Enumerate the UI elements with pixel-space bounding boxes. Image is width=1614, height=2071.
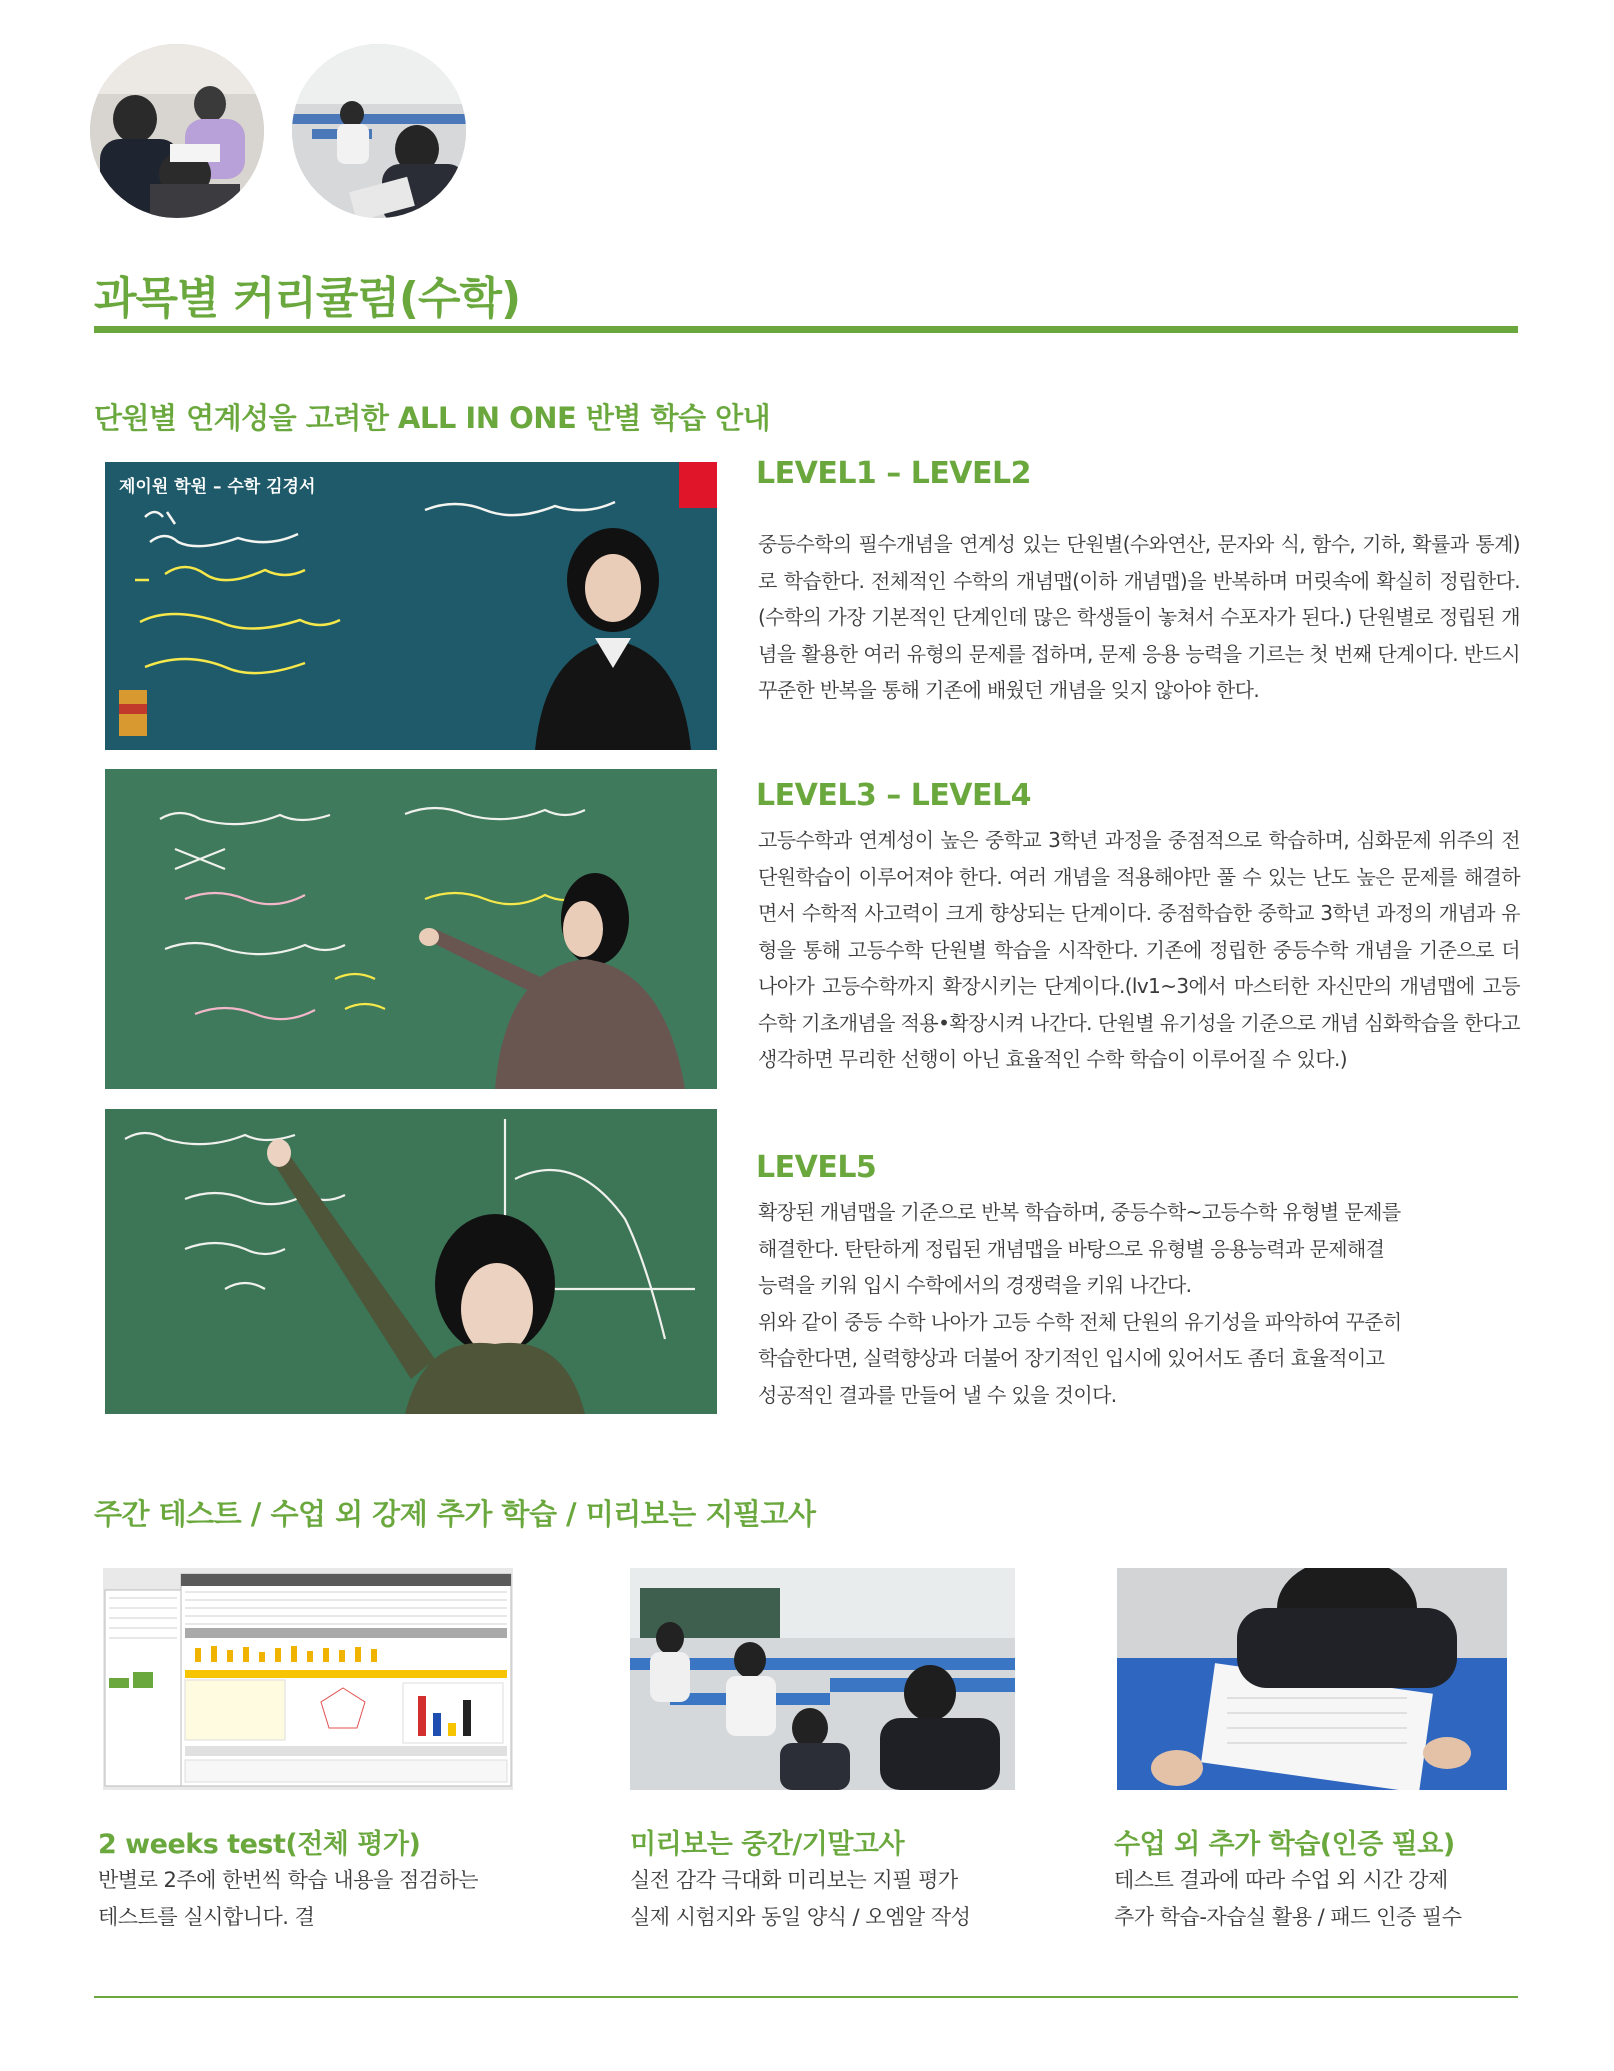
classroom-photo-icon [90, 44, 264, 218]
classroom-photo-icon [630, 1568, 1015, 1790]
lecture-video-icon [105, 462, 717, 750]
level-text-2: 고등수학과 연계성이 높은 중학교 3학년 과정을 중점적으로 학습하며, 심화문제 위주의 전 단원학습이 이루어져야 한다. 여러 개념을 적용해야만 풀 수 있는 난도 높은 문제를 해결하면서 수학적 사고력이 크게 향상되는 단계이다. 중점학습한 중학교 3학년 과정의 개념과 유형을 통해 고등수학 단원별 학습을 시작한다. 기존에 정립한 중등수학 개념을 기준으로 더 나아가 고등수학까지 확장시키는 단계이다.(lv1~3에서 마스터한 자신만의 개념맵에 고등수학 기초개념을 적용•확장시켜 나간다. 단원별 유기성을 기준으로 개념 심화학습을 한다고 생각하면 무리한 선행이 아닌 효율적인 수학 학습이 이루어질 수 있다.) [758, 828, 1520, 1071]
title-rule [94, 326, 1518, 333]
card-desc-line: 추가 학습-자습실 활용 / 패드 인증 필수 [1114, 1905, 1462, 1929]
bottom-rule [94, 1996, 1518, 1998]
classroom-photo-icon [1117, 1568, 1507, 1790]
card-desc-mock-exam [630, 1862, 1070, 1936]
section-heading-tests: 주간 테스트 / 수업 외 강제 추가 학습 / 미리보는 지필고사 [94, 1497, 816, 1531]
classroom-photo-icon [292, 44, 466, 218]
lecture-video-icon [105, 1109, 717, 1414]
card-desc-line: 실제 시험지와 동일 양식 / 오엠알 작성 [630, 1905, 971, 1929]
level5-line: 능력을 키워 입시 수학에서의 경쟁력을 키워 나간다. [758, 1273, 1192, 1297]
report-sheet-image [103, 1568, 513, 1790]
level5-line: 성공적인 결과를 만들어 낼 수 있을 것이다. [758, 1382, 1117, 1407]
exam-classroom-image [630, 1568, 1015, 1790]
level5-line: 확장된 개념맵을 기준으로 반복 학습하며, 중등수학~고등수학 유형별 문제를 [758, 1200, 1401, 1224]
classroom-photo-circle-1 [90, 44, 264, 218]
card-title-weekly-test: 2 weeks test(전체 평가) [98, 1829, 421, 1860]
lecture-video-panel-2 [105, 769, 717, 1089]
card-desc-line: 테스트 결과에 따라 수업 외 시간 강제 [1114, 1868, 1448, 1892]
level-title-3: LEVEL5 [756, 1150, 877, 1185]
level-body-1 [758, 526, 1520, 709]
level5-line: 학습한다면, 실력향상과 더불어 장기적인 입시에 있어서도 좀더 효율적이고 [758, 1346, 1385, 1370]
level-body-3 [758, 1194, 1520, 1413]
card-desc-line: 반별로 2주에 한번씩 학습 내용을 점검하는 [98, 1868, 479, 1892]
video-caption: 제이원 학원 – 수학 김경서 [119, 477, 316, 497]
card-desc-line: 테스트를 실시합니다. 결 [98, 1905, 315, 1929]
level-title-2: LEVEL3 – LEVEL4 [756, 778, 1032, 813]
lecture-video-icon [105, 769, 717, 1089]
level-body-2 [758, 822, 1520, 1078]
card-title-mock-exam: 미리보는 중간/기말고사 [630, 1829, 905, 1860]
card-title-extra-study: 수업 외 추가 학습(인증 필요) [1114, 1829, 1455, 1860]
level-title-1: LEVEL1 – LEVEL2 [756, 456, 1032, 491]
report-sheet-icon [103, 1568, 513, 1790]
card-desc-line: 실전 감각 극대화 미리보는 지필 평가 [630, 1868, 958, 1892]
level5-line: 위와 같이 중등 수학 나아가 고등 수학 전체 단원의 유기성을 파악하여 꾸준히 [758, 1309, 1402, 1334]
page-title: 과목별 커리큘럼(수학) [94, 273, 521, 324]
self-study-image [1117, 1568, 1507, 1790]
section-heading-curriculum: 단원별 연계성을 고려한 ALL IN ONE 반별 학습 안내 [94, 401, 771, 435]
lecture-video-panel-1 [105, 462, 717, 750]
classroom-photo-circle-2 [292, 44, 466, 218]
lecture-video-panel-3 [105, 1109, 717, 1414]
card-desc-extra-study [1114, 1862, 1554, 1936]
level5-line: 해결한다. 탄탄하게 정립된 개념맵을 바탕으로 유형별 응용능력과 문제해결 [758, 1236, 1385, 1261]
card-desc-weekly-test [98, 1862, 538, 1936]
level-text-1: 중등수학의 필수개념을 연계성 있는 단원별(수와연산, 문자와 식, 함수, 기하, 확률과 통계)로 학습한다. 전체적인 수학의 개념맵(이하 개념맵)을 반복하며 머릿속에 확실히 정립한다. (수학의 가장 기본적인 단계인데 많은 학생들이 놓쳐서 수포자가 된다.) 단원별로 정립된 개념을 활용한 여러 유형의 문제를 접하며, 문제 응용 능력을 기르는 첫 번째 단계이다. 반드시 꾸준한 반복을 통해 기존에 배웠던 개념을 잊지 않아야 한다. [758, 532, 1520, 702]
